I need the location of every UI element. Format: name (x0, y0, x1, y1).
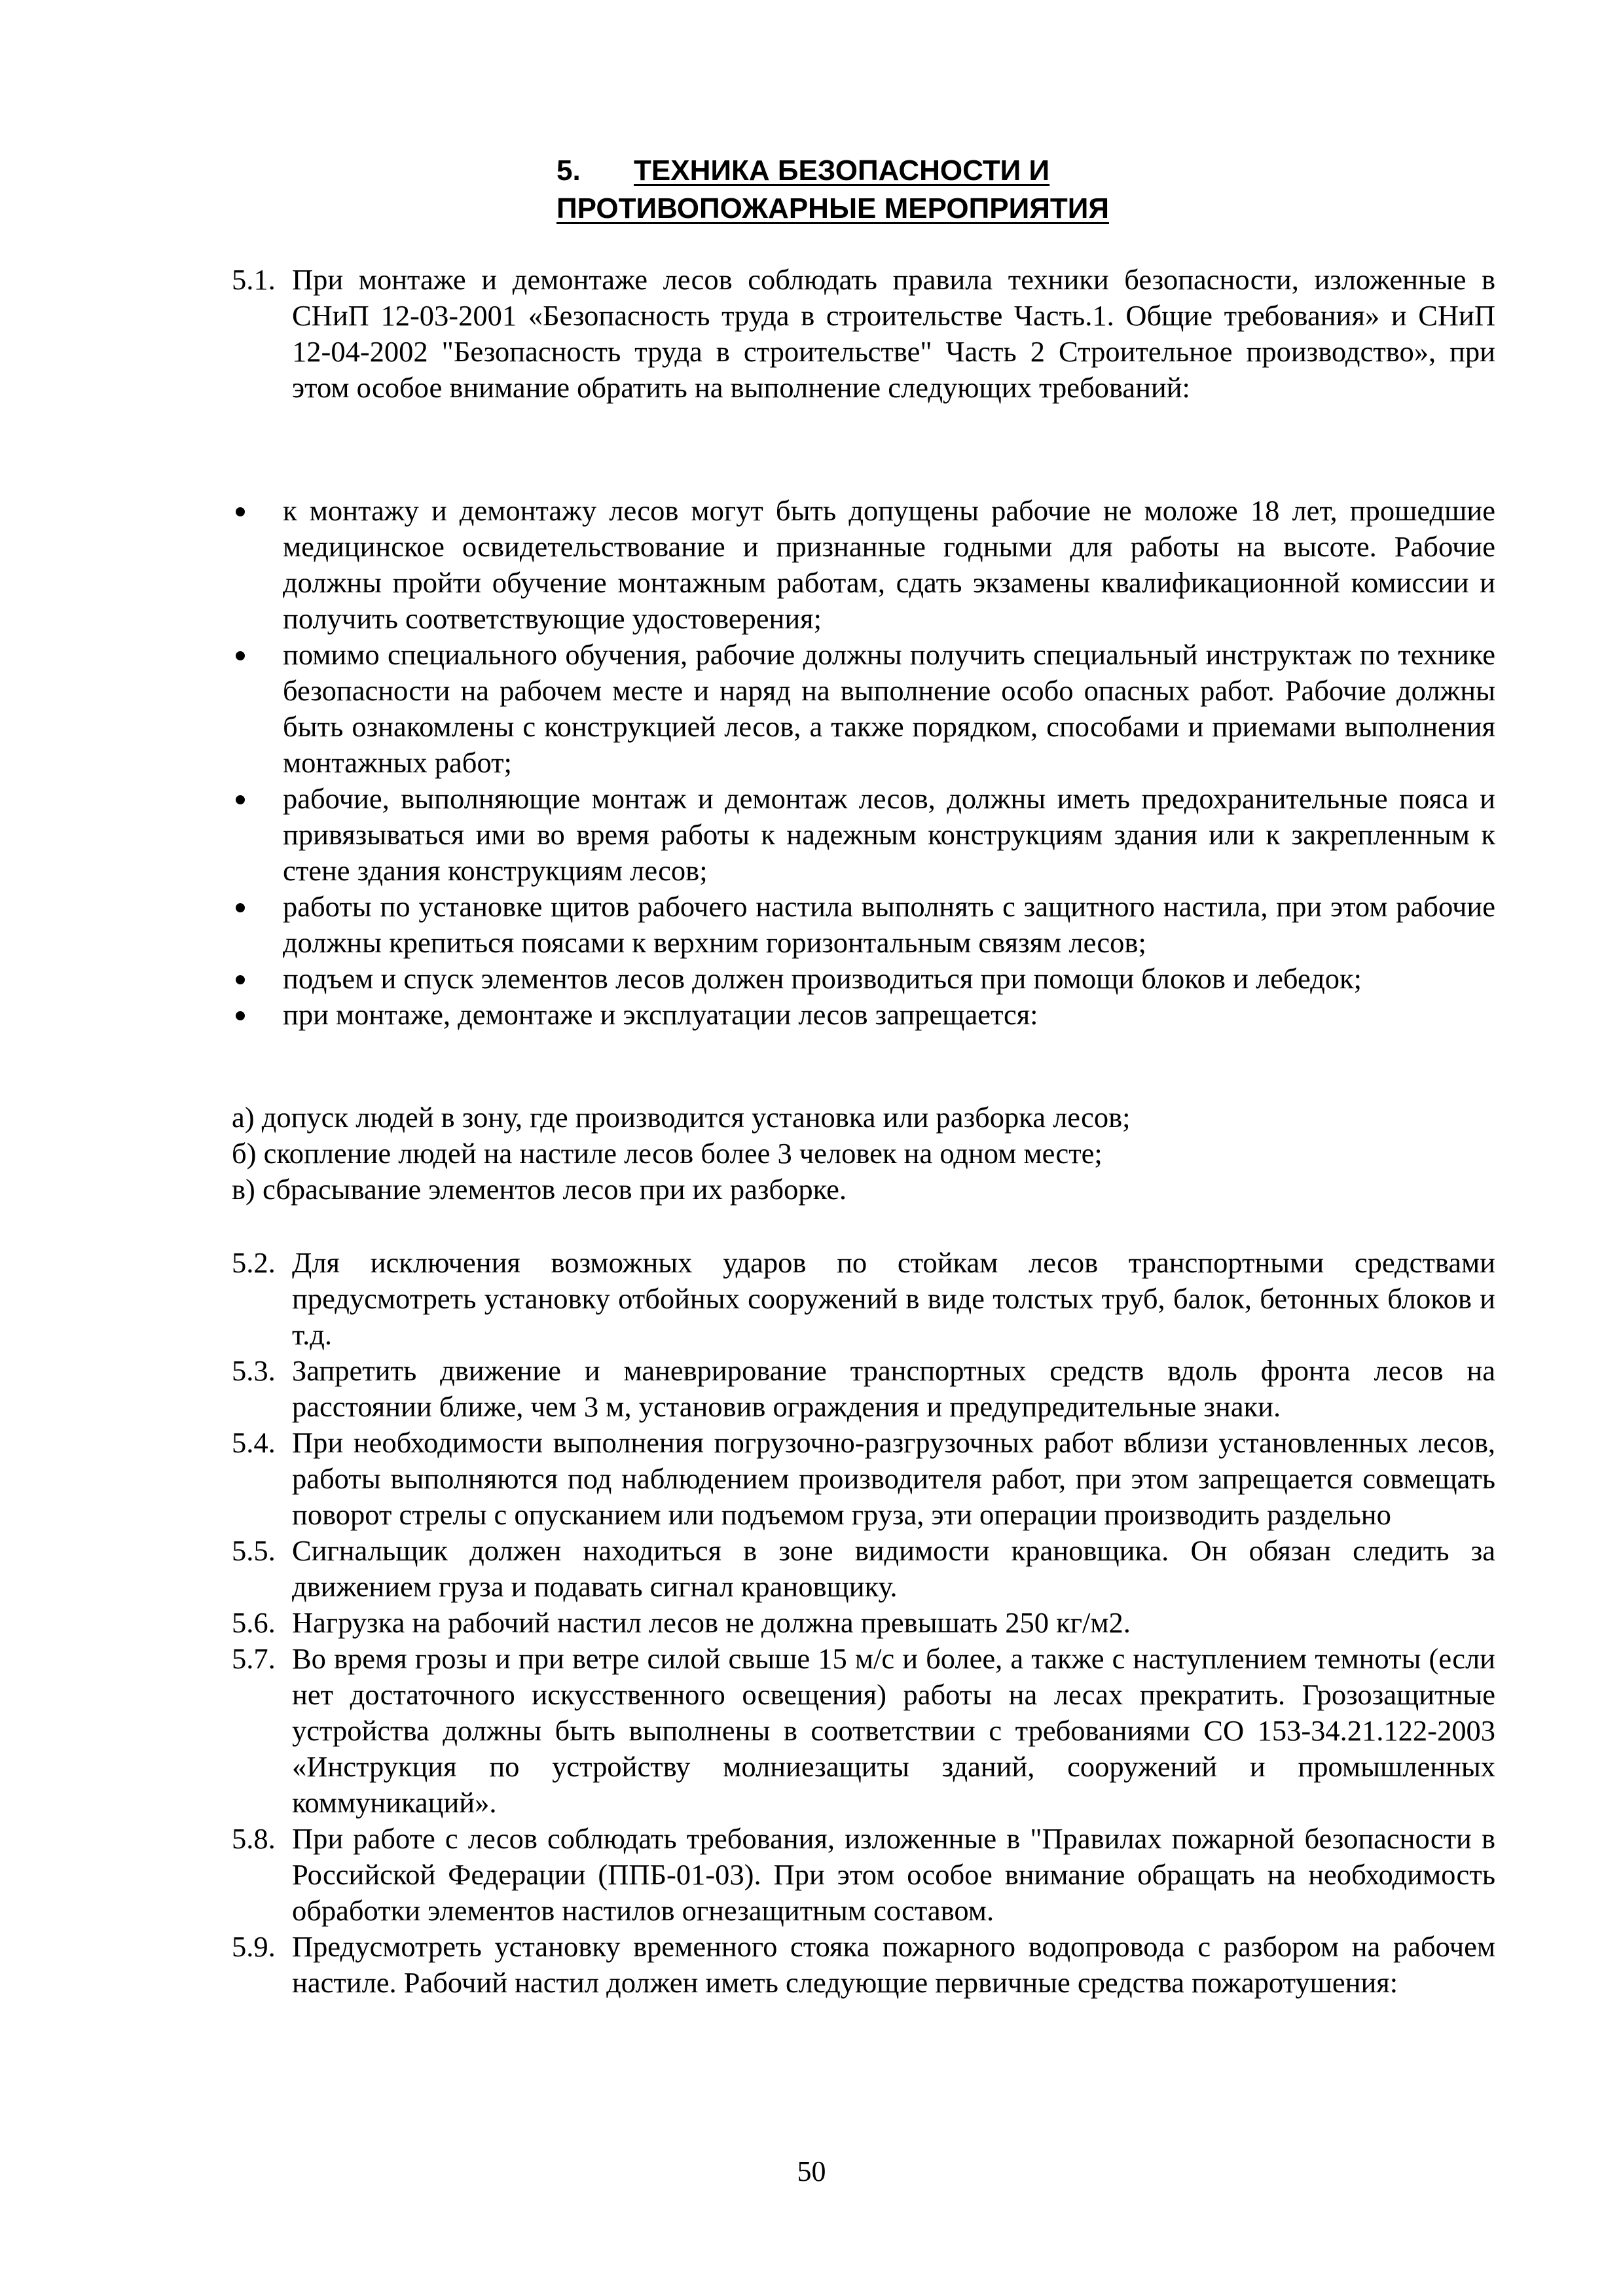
item-text: Во время грозы и при ветре силой свыше 15 м/с и более, а также с наступлением темноты (если нет достаточного искусственного освещения) работы на лесах прекратить. Грозозащитные устройства должны быть выполнены в соответствии с требованиями СО 153-34.21.122-2003 «Инструкция по устройству молниезащиты зданий, сооружений и промышленных коммуникаций». (292, 1642, 1495, 1819)
item-text: При необходимости выполнения погрузочно-разгрузочных работ вблизи установленных лесов, работы выполняются под наблюдением производителя работ, при этом запрещается совмещать поворот стрелы с опусканием или подъемом груза, эти операции производить раздельно (292, 1426, 1495, 1531)
numbered-item (232, 1821, 1495, 1929)
numbered-item (232, 1533, 1495, 1605)
item-number: 5.4. (232, 1426, 276, 1459)
numbered-item (232, 1245, 1495, 1353)
paragraph-5-1 (232, 262, 1495, 406)
heading-line-1 (556, 152, 1211, 190)
item-text: Предусмотреть установку временного стояка пожарного водопровода с разбором на рабочем настиле. Рабочий настил должен иметь следующие первичные средства пожаротушения: (292, 1930, 1495, 1999)
numbered-item (232, 1641, 1495, 1821)
bullet-text: помимо специального обучения, рабочие должны получить специальный инструктаж по технике безопасности на рабочем месте и наряд на выполнение особо опасных работ. Рабочие должны быть ознакомлены с конструкцией лесов, а также порядком, способами и приемами выполнения монтажных работ; (283, 638, 1495, 779)
bullet-item (232, 889, 1495, 961)
lettered-item: в) сбрасывание элементов лесов при их разборке. (232, 1173, 847, 1206)
lettered-item: а) допуск людей в зону, где производится установка или разборка лесов; (232, 1101, 1131, 1134)
bullet-dot (236, 1011, 245, 1020)
item-number: 5.6. (232, 1606, 276, 1639)
item-number: 5.7. (232, 1642, 276, 1675)
lettered-list (232, 1100, 1495, 1208)
bullet-text: работы по установке щитов рабочего настила выполнять с защитного настила, при этом рабочие должны крепиться поясами к верхним горизонтальным связям лесов; (283, 890, 1495, 959)
item-text: Нагрузка на рабочий настил лесов не должна превышать 250 кг/м2. (292, 1606, 1131, 1639)
numbered-item (232, 1425, 1495, 1533)
bullet-text: к монтажу и демонтажу лесов могут быть допущены рабочие не моложе 18 лет, прошедшие медицинское освидетельствование и признанные годными для работы на высоте. Рабочие должны пройти обучение монтажным работам, сдать экзамены квалификационной комиссии и получить соответствующие удостоверения; (283, 494, 1495, 635)
numbered-item (232, 1353, 1495, 1425)
bullet-text: рабочие, выполняющие монтаж и демонтаж лесов, должны иметь предохранительные пояса и привязываться ими во время работы к надежным конструкциям здания или к закрепленным к стене здания конструкциям лесов; (283, 782, 1495, 887)
bullet-item (232, 997, 1495, 1033)
lettered-item: б) скопление людей на настиле лесов более 3 человек на одном месте; (232, 1137, 1103, 1170)
numbered-list (232, 1245, 1495, 2001)
bullet-list (232, 493, 1495, 1033)
bullet-dot (236, 507, 245, 516)
item-number: 5.5. (232, 1534, 276, 1567)
bullet-text: подъем и спуск элементов лесов должен производиться при помощи блоков и лебедок; (283, 962, 1362, 995)
section-number: 5. (556, 154, 581, 187)
heading-title-part-1: ТЕХНИКА БЕЗОПАСНОСТИ И (634, 154, 1050, 187)
bullet-text: при монтаже, демонтаже и эксплуатации лесов запрещается: (283, 998, 1038, 1031)
bullet-item (232, 781, 1495, 889)
bullet-dot (236, 651, 245, 660)
bullet-item (232, 637, 1495, 781)
item-number: 5.9. (232, 1930, 276, 1963)
item-text: При монтаже и демонтаже лесов соблюдать правила техники безопасности, изложенные в СНиП 12-03-2001 «Безопасность труда в строительстве Часть.1. Общие требования» и СНиП 12-04-2002 "Безопасность труда в строительстве" Часть 2 Строительное производство», при этом особое внимание обратить на выполнение следующих требований: (292, 263, 1495, 404)
bullet-dot (236, 975, 245, 984)
bullet-dot (236, 903, 245, 912)
item-text: Сигнальщик должен находиться в зоне видимости крановщика. Он обязан следить за движением груза и подавать сигнал крановщику. (292, 1534, 1495, 1603)
numbered-item (232, 1605, 1495, 1641)
item-text: Для исключения возможных ударов по стойкам лесов транспортными средствами предусмотреть установку отбойных сооружений в виде толстых труб, балок, бетонных блоков и т.д. (292, 1246, 1495, 1351)
bullet-dot (236, 795, 245, 804)
bullet-item (232, 961, 1495, 997)
item-number: 5.8. (232, 1822, 276, 1855)
bullet-item (232, 493, 1495, 637)
item-text: При работе с лесов соблюдать требования, изложенные в "Правилах пожарной безопасности в Российской Федерации (ППБ-01-03). При этом особое внимание обращать на необходимость обработки элементов настилов огнезащитным составом. (292, 1822, 1495, 1927)
numbered-item (232, 1929, 1495, 2001)
item-text: Запретить движение и маневрирование транспортных средств вдоль фронта лесов на расстоянии ближе, чем 3 м, установив ограждения и предупредительные знаки. (292, 1354, 1495, 1423)
heading-line-2: ПРОТИВОПОЖАРНЫЕ МЕРОПРИЯТИЯ (556, 192, 1109, 224)
page-number: 50 (797, 2155, 826, 2187)
section-heading (556, 152, 1211, 228)
item-number: 5.2. (232, 1246, 276, 1279)
numbered-item (232, 262, 1495, 406)
item-number: 5.1. (232, 263, 276, 296)
item-number: 5.3. (232, 1354, 276, 1387)
